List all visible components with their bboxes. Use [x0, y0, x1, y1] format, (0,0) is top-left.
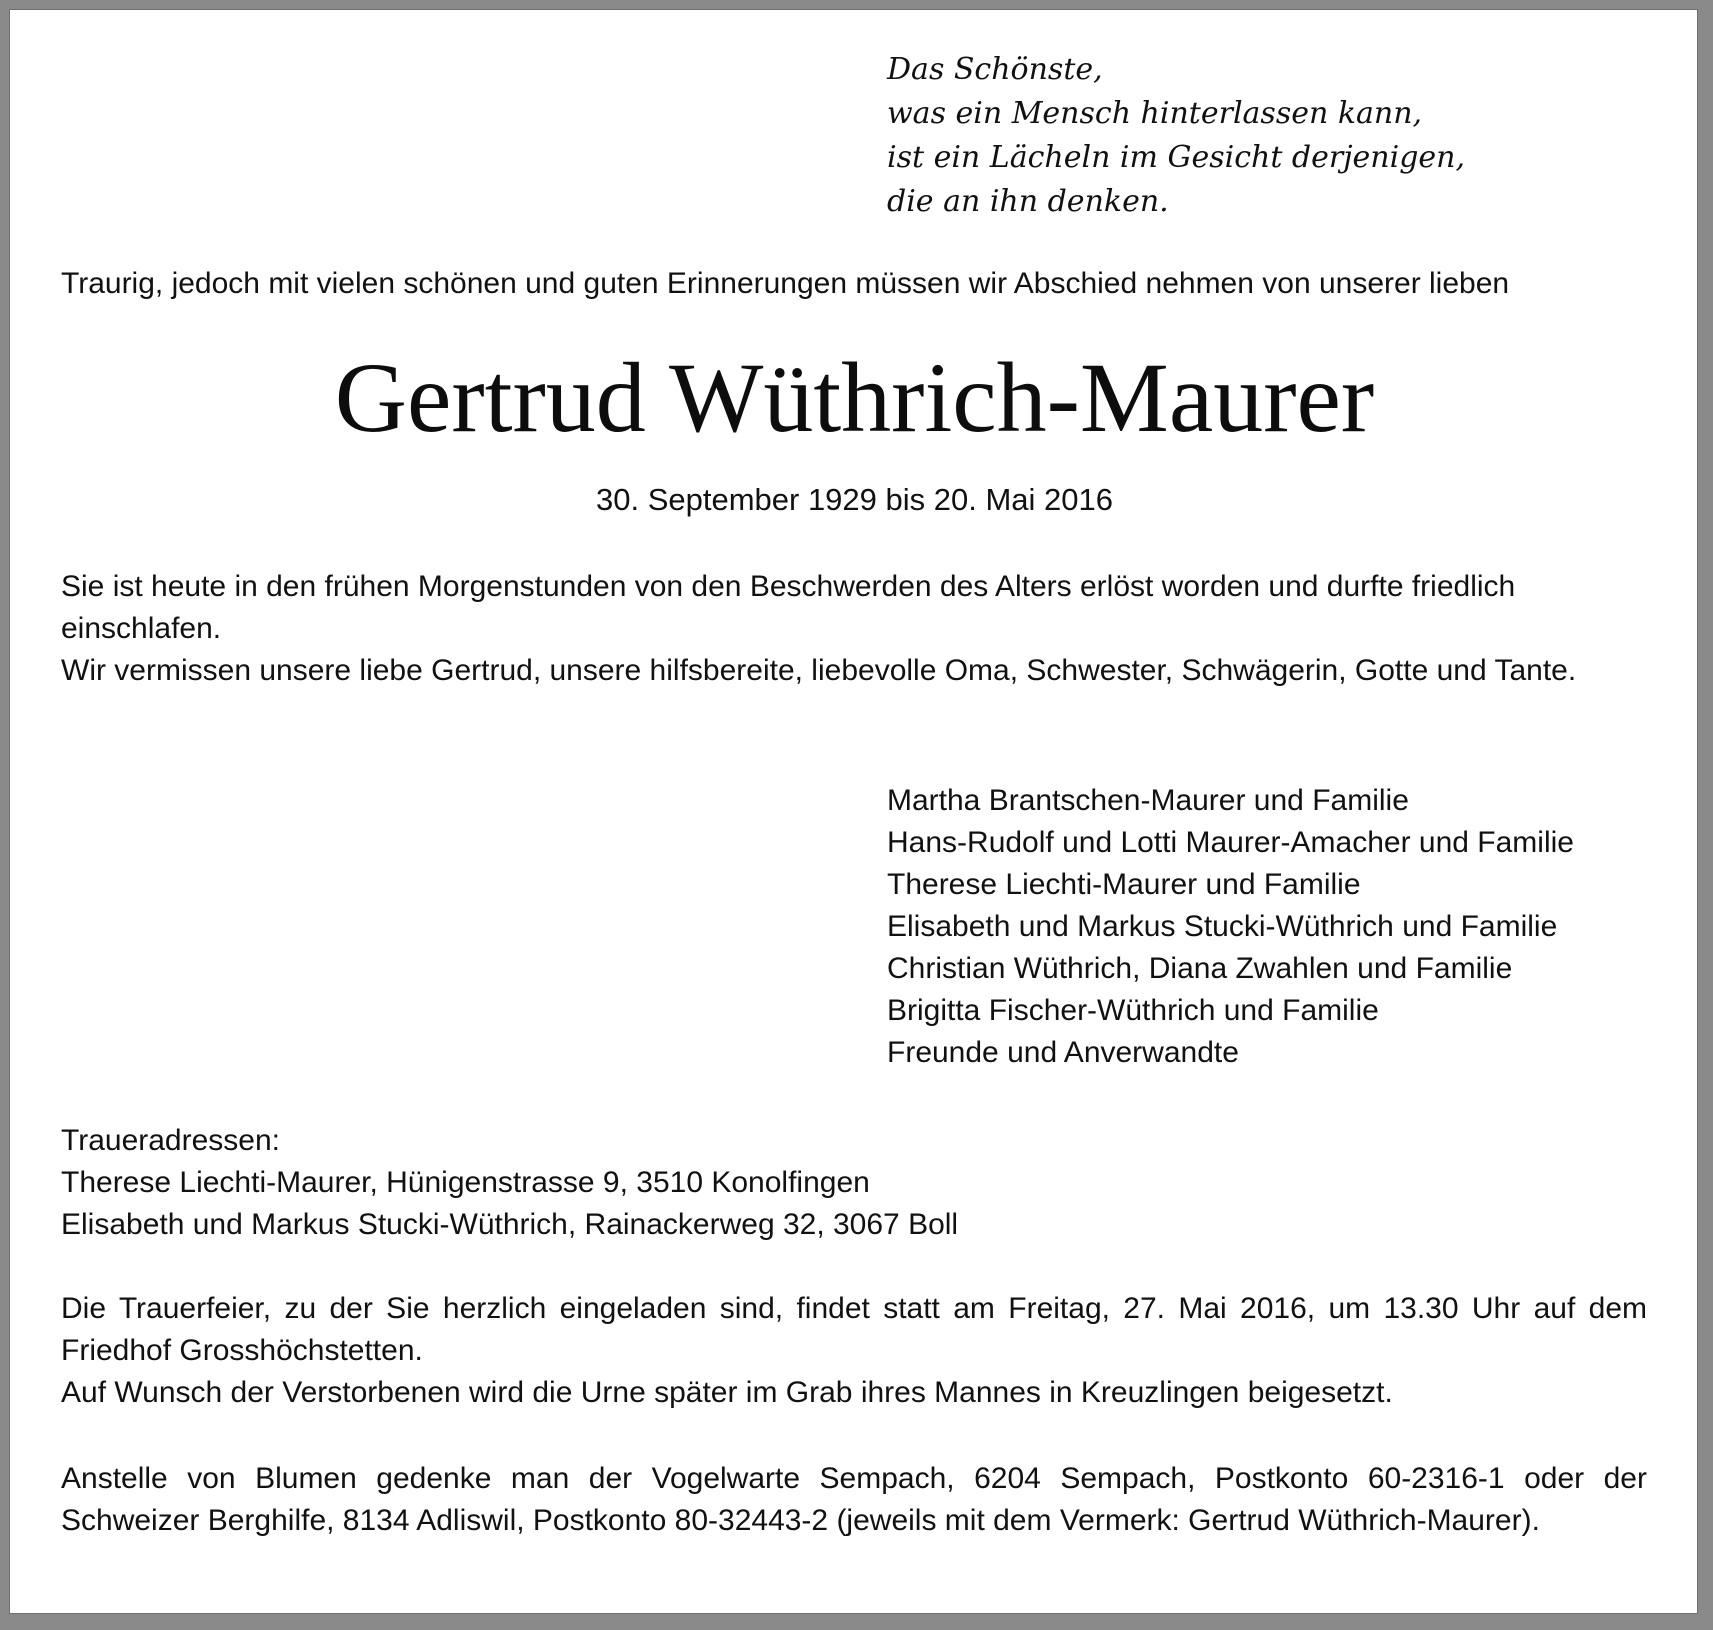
family-member: Freunde und Anverwandte — [887, 1036, 1239, 1069]
poem-line: was ein Mensch hinterlassen kann, — [887, 96, 1423, 131]
mourning-addresses — [61, 1120, 1261, 1246]
intro-text: Traurig, jedoch mit vielen schönen und guten Erinnerungen müssen wir Abschied nehmen von unserer lieben — [61, 267, 1510, 300]
poem-line: die an ihn denken. — [887, 184, 1169, 219]
family-list — [887, 780, 1687, 1074]
obituary-page — [9, 9, 1698, 1614]
family-member: Therese Liechti-Maurer und Familie — [887, 868, 1361, 901]
paragraph-donations: Anstelle von Blumen gedenke man der Vogelwarte Sempach, 6204 Sempach, Postkonto 60-2316-1 oder der Schweizer Berghilfe, 8134 Adliswil, Postkonto 80-32443-2 (jeweils mit dem Vermerk: Gertrud Wüthrich-Maurer). — [61, 1462, 1647, 1537]
paragraph-passing: Sie ist heute in den frühen Morgenstunden von den Beschwerden des Alters erlöst worden und durfte friedlich einschlafen. — [61, 570, 1516, 645]
life-dates: 30. September 1929 bis 20. Mai 2016 — [595, 482, 1113, 517]
paragraph-ceremony: Die Trauerfeier, zu der Sie herzlich eingeladen sind, findet statt am Freitag, 27. Mai 2016, um 13.30 Uhr auf dem Friedhof Grosshöchstetten. — [61, 1292, 1647, 1367]
family-member: Elisabeth und Markus Stucki-Wüthrich und Familie — [887, 910, 1558, 943]
poem-line: ist ein Lächeln im Gesicht derjenigen, — [887, 140, 1466, 175]
poem-quote — [887, 48, 1587, 224]
deceased-name: Gertrud Wüthrich-Maurer — [334, 342, 1375, 453]
address-line: Therese Liechti-Maurer, Hünigenstrasse 9, 3510 Konolfingen — [61, 1166, 870, 1199]
poem-line: Das Schönste, — [887, 52, 1103, 87]
family-member: Martha Brantschen-Maurer und Familie — [887, 784, 1409, 817]
family-member: Brigitta Fischer-Wüthrich und Familie — [887, 994, 1379, 1027]
paragraph-urn: Auf Wunsch der Verstorbenen wird die Urne später im Grab ihres Mannes in Kreuzlingen beigesetzt. — [61, 1376, 1393, 1409]
family-member: Hans-Rudolf und Lotti Maurer-Amacher und Familie — [887, 826, 1574, 859]
paragraph-missing: Wir vermissen unsere liebe Gertrud, unsere hilfsbereite, liebevolle Oma, Schwester, Schwägerin, Gotte und Tante. — [61, 654, 1577, 687]
family-member: Christian Wüthrich, Diana Zwahlen und Familie — [887, 952, 1513, 985]
addresses-heading: Traueradressen: — [61, 1124, 280, 1157]
address-line: Elisabeth und Markus Stucki-Wüthrich, Rainackerweg 32, 3067 Boll — [61, 1208, 959, 1241]
